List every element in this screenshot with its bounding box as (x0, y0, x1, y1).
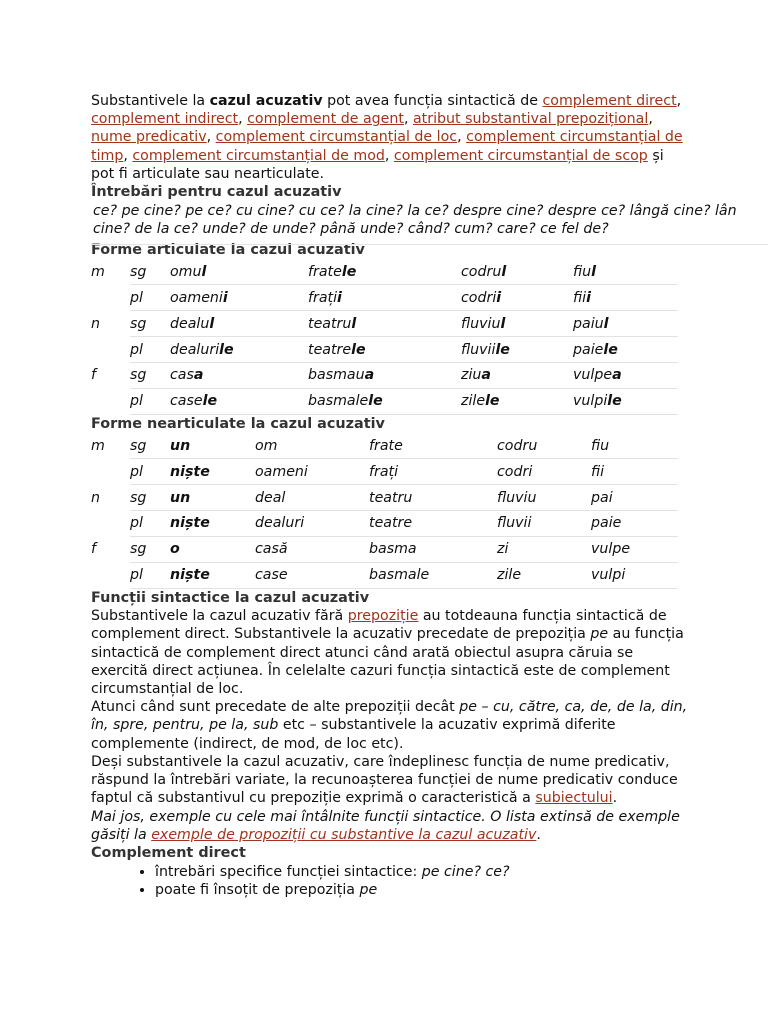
word-cell: case (255, 562, 369, 588)
article-cell: niște (170, 562, 255, 588)
word-cell: fii (591, 459, 678, 485)
word-cell: oamenii (170, 285, 308, 311)
word-cell: fluviile (461, 337, 573, 363)
word-cell: ziua (461, 362, 573, 388)
number-cell: sg (130, 311, 170, 337)
word-cell: frați (369, 459, 497, 485)
link-cc-mod[interactable]: complement circumstanțial de mod (132, 147, 385, 164)
word-cell: deal (255, 485, 369, 511)
word-cell: fratele (308, 259, 461, 284)
table-row (91, 388, 678, 414)
gender-cell (91, 459, 130, 485)
word-cell: vulpile (573, 388, 678, 414)
number-cell: sg (130, 536, 170, 562)
number-cell: pl (130, 285, 170, 311)
intro-bold: cazul acuzativ (209, 93, 323, 109)
word-cell: zi (497, 536, 591, 562)
gender-cell: m (91, 438, 105, 455)
intro-paragraph: Substantivele la cazul acuzativ pot avea funcția sintactică de complement direct, complement indirect, complement de agent, atribut substantival prepozițional, nume predicativ, complement circumstanțial de loc, complement circumstanțial de timp, complement circumstanțial de mod, complement circumstanțial de scop și pot fi articulate sau nearticulate. (91, 93, 683, 182)
intro-text: Substantivele la (91, 93, 210, 109)
word-cell: paie (591, 511, 678, 537)
intro-text: pot avea funcția sintactică de (322, 93, 543, 109)
link-cc-timp[interactable]: complement circumstanțial de timp (91, 129, 683, 164)
word-cell: oameni (255, 459, 369, 485)
table-row (91, 285, 678, 311)
word-cell: casele (170, 388, 308, 414)
gender-cell: n (91, 489, 100, 506)
table-row (91, 311, 678, 337)
functions-paragraph-4: Mai jos, exemple cu cele mai întâlnite funcții sintactice. O lista extinsă de exemple găsiți la exemple de propoziții cu substantive la cazul acuzativ. (91, 808, 680, 843)
link-complement-de-agent[interactable]: complement de agent (247, 111, 404, 128)
word-cell: vulpi (591, 562, 678, 588)
word-cell: pai (591, 485, 678, 511)
word-cell: fluviul (461, 311, 573, 337)
link-atribut-substantival[interactable]: atribut substantival prepozițional (412, 111, 649, 128)
gender-cell: f (91, 541, 96, 558)
questions-line-1: ce? pe cine? pe ce? cu cine? cu ce? la cine? la ce? despre cine? despre ce? lângă cine? lân (93, 202, 737, 219)
word-cell: fluvii (497, 511, 591, 537)
link-complement-direct[interactable]: complement direct (542, 93, 677, 109)
word-cell: zilele (461, 388, 573, 414)
word-cell: dealuri (255, 511, 369, 537)
article-cell: niște (170, 511, 255, 537)
article-cell: o (170, 536, 255, 562)
word-cell: basmalele (308, 388, 461, 414)
gender-cell (91, 388, 130, 414)
article-cell: un (170, 433, 255, 458)
word-cell: codru (497, 433, 591, 458)
nearticulate-table (91, 433, 678, 588)
questions-heading: Întrebări pentru cazul acuzativ (91, 184, 342, 201)
article-cell: niște (170, 459, 255, 485)
table-row (91, 536, 678, 562)
word-cell: codrul (461, 259, 573, 284)
direct-list (91, 863, 691, 899)
gender-cell (91, 285, 130, 311)
document-body (91, 92, 737, 899)
word-cell: casa (170, 362, 308, 388)
direct-heading: Complement direct (91, 844, 246, 861)
number-cell: sg (130, 259, 170, 284)
table-row (91, 485, 678, 511)
gender-cell: n (91, 315, 100, 332)
table-row (91, 259, 678, 284)
table-row (91, 362, 678, 388)
questions-line-2: cine? de la ce? unde? de unde? până unde? când? cum? care? ce fel de? (93, 221, 609, 238)
word-cell: paiul (573, 311, 678, 337)
gender-cell: f (91, 367, 96, 384)
list-item: • poate fi însoțit de prepoziția pe (155, 881, 691, 899)
gender-cell (91, 337, 130, 363)
gender-cell (91, 511, 130, 537)
word-cell: vulpe (591, 536, 678, 562)
nearticulate-heading: Forme nearticulate la cazul acuzativ (91, 415, 385, 432)
word-cell: teatre (369, 511, 497, 537)
number-cell: pl (130, 337, 170, 363)
word-cell: fiii (573, 285, 678, 311)
link-subiectului[interactable]: subiectului (535, 790, 613, 807)
divider (91, 244, 768, 245)
word-cell: omul (170, 259, 308, 284)
word-cell: teatru (369, 485, 497, 511)
word-cell: codrii (461, 285, 573, 311)
intro-tail: și pot fi articulate sau nearticulate. (91, 147, 664, 182)
word-cell: casă (255, 536, 369, 562)
link-cc-loc[interactable]: complement circumstanțial de loc (215, 129, 458, 146)
link-complement-indirect[interactable]: complement indirect (91, 111, 239, 128)
link-exemple-propozitii[interactable]: exemple de propoziții cu substantive la cazul acuzativ (151, 826, 537, 843)
number-cell: sg (130, 433, 170, 458)
functions-paragraph-1: Substantivele la cazul acuzativ fără prepoziție au totdeauna funcția sintactică de complement direct. Substantivele la acuzativ precedate de prepoziția pe au funcția sintactică de complement direct atunci când arată obiectul asupra căruia se exercită direct acțiunea. În celelalte cazuri funcția sintactică este de complement circumstanțial de loc. (91, 608, 684, 698)
number-cell: pl (130, 511, 170, 537)
word-cell: fluviu (497, 485, 591, 511)
word-cell: zile (497, 562, 591, 588)
number-cell: pl (130, 562, 170, 588)
word-cell: dealurile (170, 337, 308, 363)
articulate-table (91, 259, 678, 414)
list-item: • întrebări specifice funcției sintactice: pe cine? ce? (155, 863, 691, 881)
table-row (91, 511, 678, 537)
number-cell: pl (130, 388, 170, 414)
word-cell: basmale (369, 562, 497, 588)
link-cc-scop[interactable]: complement circumstanțial de scop (393, 147, 648, 164)
word-cell: basmaua (308, 362, 461, 388)
gender-cell (91, 562, 130, 588)
word-cell: basma (369, 536, 497, 562)
functions-paragraph-2: Atunci când sunt precedate de alte prepoziții decât pe – cu, către, ca, de, de la, din, în, spre, pentru, pe la, sub etc – substantivele la acuzativ exprimă diferite complemente (indirect, de mod, de loc etc). (91, 699, 688, 752)
number-cell: sg (130, 485, 170, 511)
word-cell: fiul (573, 259, 678, 284)
link-nume-predicativ[interactable]: nume predicativ (91, 129, 207, 146)
word-cell: om (255, 433, 369, 458)
article-cell: un (170, 485, 255, 511)
articulate-heading: Forme articulate la cazul acuzativ (91, 241, 365, 258)
number-cell: sg (130, 362, 170, 388)
gender-cell: m (91, 264, 105, 281)
word-cell: frații (308, 285, 461, 311)
table-row (91, 459, 678, 485)
word-cell: teatrele (308, 337, 461, 363)
number-cell: pl (130, 459, 170, 485)
word-cell: vulpea (573, 362, 678, 388)
functions-paragraph-3: Deși substantivele la cazul acuzativ, care îndeplinesc funcția de nume predicativ, răspund la întrebări variate, la recunoașterea funcției de nume predicativ conduce faptul că substantivul cu prepoziție exprimă o caracteristică a subiectului. (91, 753, 678, 807)
word-cell: dealul (170, 311, 308, 337)
word-cell: teatrul (308, 311, 461, 337)
functions-heading: Funcții sintactice la cazul acuzativ (91, 589, 370, 606)
word-cell: fiu (591, 433, 678, 458)
word-cell: frate (369, 433, 497, 458)
word-cell: paiele (573, 337, 678, 363)
table-row (91, 337, 678, 363)
link-prepozitie[interactable]: prepoziție (347, 608, 419, 625)
word-cell: codri (497, 459, 591, 485)
table-row (91, 433, 678, 458)
table-row (91, 562, 678, 588)
